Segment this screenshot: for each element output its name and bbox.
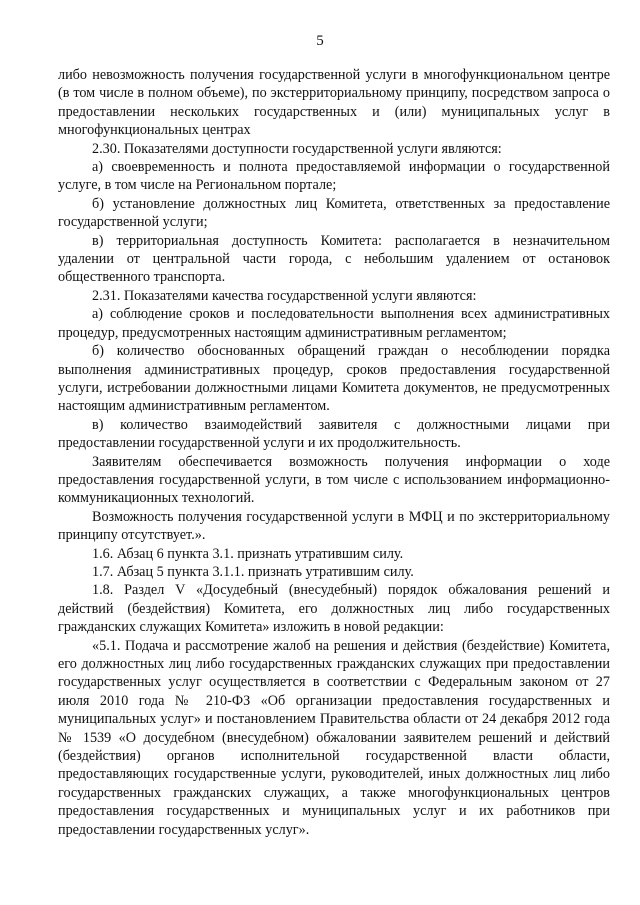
paragraph: Заявителям обеспечивается возможность получения информации о ходе предоставления государственной услуги, в том числе с использованием информационно-коммуникационных технологий. <box>58 453 610 507</box>
paragraph: а) соблюдение сроков и последовательности выполнения всех административных процедур, предусмотренных настоящим административным регламентом; <box>58 306 610 341</box>
paragraph: «5.1. Подача и рассмотрение жалоб на решения и действия (бездействие) Комитета, его должностных лиц либо государственных гражданских служащих при предоставлении государственных услуг осуществляется в соответствии с Федеральным законом от 27 июля 2010 года № 210-ФЗ «Об организации предоставления государственных и муниципальных услуг» и постановлением Правительства области от 24 декабря 2012 года № 1539 «О досудебном (внесудебном) обжаловании заявителем решений и действий (бездействия) органов исполнительной государственной власти области, предоставляющих государственные услуги, руководителей, иных должностных лиц либо государственных гражданских служащих, а также многофункциональных центров предоставления государственных и муниципальных услуг и их работников при предоставлении государственных услуг». <box>58 637 610 838</box>
paragraph: 1.7. Абзац 5 пункта 3.1.1. признать утратившим силу. <box>92 563 414 580</box>
paragraph: 2.31. Показателями качества государственной услуги являются: <box>92 287 477 304</box>
document-body <box>58 66 610 839</box>
paragraph: 2.30. Показателями доступности государственной услуги являются: <box>92 140 502 157</box>
paragraph: либо невозможность получения государственной услуги в многофункциональном центре (в том числе в полном объеме), по экстерриториальному принципу, посредством запроса о предоставлении нескольких государственных и (или) муниципальных услуг в многофункциональных центрах <box>58 67 610 139</box>
paragraph: 1.8. Раздел V «Досудебный (внесудебный) порядок обжалования решений и действий (бездействия) Комитета, его должностных лиц либо государственных гражданских служащих Комитета» изложить в новой редакции: <box>58 582 610 636</box>
paragraph: б) установление должностных лиц Комитета, ответственных за предоставление государственной услуги; <box>58 195 610 231</box>
paragraph: 1.6. Абзац 6 пункта 3.1. признать утратившим силу. <box>92 545 404 562</box>
paragraph: в) территориальная доступность Комитета: располагается в незначительном удалении от центральной части города, с небольшим удалением от остановок общественного транспорта. <box>58 232 610 286</box>
page-number: 5 <box>316 33 324 49</box>
paragraph: а) своевременность и полнота предоставляемой информации о государственной услуге, в том числе на Региональном портале; <box>58 159 610 194</box>
paragraph: в) количество взаимодействий заявителя с должностными лицами при предоставлении государственной услуги и их продолжительность. <box>58 416 610 452</box>
paragraph: б) количество обоснованных обращений граждан о несоблюдении порядка выполнения административных процедур, сроков предоставления государственной услуги, истребовании должностными лицами Комитета документов, не предусмотренных настоящим административным регламентом. <box>58 343 610 415</box>
paragraph: Возможность получения государственной услуги в МФЦ и по экстерриториальному принципу отсутствует.». <box>58 508 610 544</box>
